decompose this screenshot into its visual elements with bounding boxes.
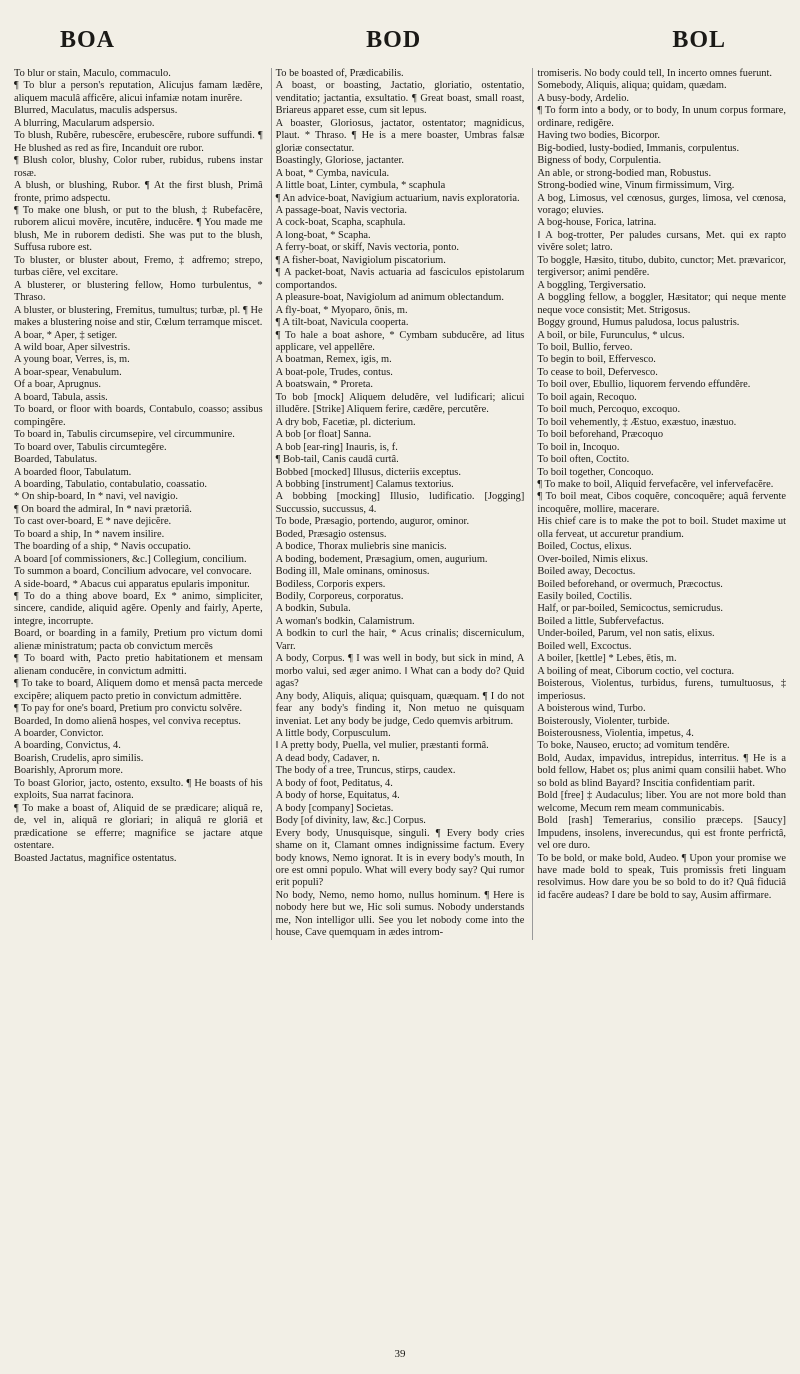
- dictionary-entry: A boiler, [kettle] * Lebes, ētis, m.: [537, 653, 677, 665]
- dictionary-entry: Boding ill, Male ominans, ominosus.: [275, 566, 430, 578]
- dictionary-entry: ¶ To board with, Pacto pretio habitationem et mensam alienam conducĕre, in convictum admitti.: [14, 653, 263, 677]
- dictionary-entry: A little body, Corpusculum.: [275, 728, 391, 740]
- dictionary-entry: A long-boat, * Scapha.: [275, 229, 371, 241]
- dictionary-entry: A bob [or float] Sanna.: [275, 429, 372, 441]
- dictionary-entry: ¶ To make one blush, or put to the blush, ‡ Rubefacĕre, ruborem alicui movĕre, incutĕre, inducĕre. ¶ You made me blush, Me in ruborem dedisti. She was put to the blush, Suffusa rubore est.: [14, 204, 263, 254]
- dictionary-entry: A boarding, Tabulatio, contabulatio, coassatio.: [14, 478, 207, 490]
- running-header: [14, 0, 786, 54]
- dictionary-entry: A woman's bodkin, Calamistrum.: [275, 615, 415, 627]
- dictionary-entry: Bodily, Corporeus, corporatus.: [275, 591, 404, 603]
- dictionary-entry: Boisterousness, Violentia, impetus, 4.: [537, 728, 694, 740]
- dictionary-entry: Body [of divinity, law, &c.] Corpus.: [275, 815, 426, 827]
- dictionary-entry: ¶ To blur a person's reputation, Alicujus famam lædĕre, aliquem maculâ afficĕre, alicui infamiæ notam inurĕre.: [14, 80, 263, 104]
- page-number: 39: [394, 1348, 406, 1360]
- dictionary-entry: Boded, Præsagio ostensus.: [275, 528, 387, 540]
- dictionary-entry: To boke, Nauseo, eructo; ad vomitum tendĕre.: [537, 740, 730, 752]
- dictionary-entry: To boast Glorior, jacto, ostento, exsulto. ¶ He boasts of his exploits, Sua narrat facinora.: [14, 777, 263, 802]
- dictionary-entry: Every body, Unusquisque, singuli. ¶ Every body cries shame on it, Clamant omnes indignissime factum. Every body knows, Nemo ignorat. It is in every body's mouth, In ore est omni populo. What will every body say? Qui rumor erit populi?: [275, 827, 525, 889]
- dictionary-entry: The boarding of a ship, * Navis occupatio.: [14, 541, 191, 553]
- dictionary-entry: To blush, Rubĕre, rubescĕre, erubescĕre, rubore suffundi. ¶ He blushed as red as fire, Incanduit ore rubor.: [14, 130, 263, 154]
- dictionary-entry: To cast over-board, E * nave dejicĕre.: [14, 516, 172, 528]
- dictionary-entry: Bigness of body, Corpulentia.: [537, 155, 662, 167]
- dictionary-entry: Boarded, In domo alienâ hospes, vel conviva receptus.: [14, 715, 241, 727]
- dictionary-entry: To bluster, or bluster about, Fremo, ‡ adfremo; strepo, turbas ciĕre, vel excitare.: [14, 254, 263, 279]
- dictionary-entry: ‖ A pretty body, Puella, vel mulier, præstanti formâ.: [275, 740, 489, 752]
- dictionary-entry: A body [company] Societas.: [275, 802, 394, 814]
- dictionary-entry: To be boasted of, Prædicabilis.: [275, 68, 404, 79]
- dictionary-entry: A boggling fellow, a boggler, Hæsitator; qui neque mente neque voce consistit; Met. Strigosus.: [537, 292, 787, 316]
- header-left-guide-word: BOA: [60, 27, 116, 53]
- dictionary-entry: Boarish, Crudelis, apro similis.: [14, 752, 144, 764]
- dictionary-entry: Boiled away, Decoctus.: [537, 566, 636, 578]
- dictionary-entry: A dead body, Cadaver, n.: [275, 752, 380, 764]
- column-right: [532, 68, 786, 940]
- dictionary-entry: Boisterous, Violentus, turbidus, furens, tumultuosus, ‡ imperiosus.: [537, 678, 787, 702]
- dictionary-entry: A boarded floor, Tabulatum.: [14, 466, 132, 478]
- dictionary-entry: Boasted Jactatus, magnifice ostentatus.: [14, 852, 177, 864]
- dictionary-entry: ¶ To boil meat, Cibos coquĕre, concoquĕre; aquâ fervente incoquĕre, mollire, macerare.: [537, 491, 787, 515]
- dictionary-entry: A bog-house, Forica, latrina.: [537, 217, 657, 229]
- dictionary-entry: Over-boiled, Nimis elixus.: [537, 553, 648, 565]
- dictionary-entry: A boil, or bile, Furunculus, * ulcus.: [537, 329, 685, 341]
- dictionary-entry: Boiled beforehand, or overmuch, Præcoctus.: [537, 578, 723, 590]
- dictionary-entry: ¶ To hale a boat ashore, * Cymbam subducĕre, ad litus applicare, vel appellĕre.: [275, 329, 525, 353]
- dictionary-entry: To boil again, Recoquo.: [537, 391, 637, 403]
- dictionary-entry: To cease to boil, Defervesco.: [537, 366, 658, 378]
- dictionary-entry: Bold, Audax, impavidus, intrepidus, interritus. ¶ He is a bold fellow, Habet os; plus animi quam consilii habet. Who so bold as blind Bayard? Inscitia confidentiam parit.: [537, 752, 787, 789]
- dictionary-entry: To boil beforehand, Præcoquo: [537, 429, 664, 441]
- dictionary-entry: A boar-spear, Venabulum.: [14, 366, 122, 378]
- dictionary-entry: ¶ A fisher-boat, Navigiolum piscatorium.: [275, 254, 446, 266]
- dictionary-entry: Under-boiled, Parum, vel non satis, elixus.: [537, 628, 715, 640]
- dictionary-entry: ¶ A tilt-boat, Navicula cooperta.: [275, 317, 409, 329]
- dictionary-entry: Boiled a little, Subfervefactus.: [537, 615, 665, 627]
- dictionary-entry: To bode, Præsagio, portendo, auguror, ominor.: [275, 516, 470, 528]
- dictionary-entry: An able, or strong-bodied man, Robustus.: [537, 167, 712, 179]
- dictionary-entry: * On ship-board, In * navi, vel navigio.: [14, 491, 178, 503]
- dictionary-entry: A pleasure-boat, Navigiolum ad animum oblectandum.: [275, 292, 504, 304]
- dictionary-entry: Blurred, Maculatus, maculis adspersus.: [14, 105, 178, 117]
- dictionary-entry: To board a ship, In * navem insilire.: [14, 528, 165, 540]
- dictionary-entry: ‖ A bog-trotter, Per paludes cursans, Met. qui ex rapto vivĕre solet; latro.: [537, 229, 787, 254]
- dictionary-entry: A board, Tabula, assis.: [14, 391, 108, 403]
- dictionary-entry: A blurring, Macularum adspersio.: [14, 117, 155, 129]
- dictionary-entry: A boast, or boasting, Jactatio, gloriatio, ostentatio, venditatio; jactantia, exsultatio. ¶ Great boast, small roast, Briareus apparet esse, cum sit lepus.: [275, 80, 525, 117]
- dictionary-entry: Bold [free] ‡ Audaculus; liber. You are not more bold than welcome, Mecum rem meam communicabis.: [537, 790, 787, 814]
- dictionary-entry: A cock-boat, Scapha, scaphula.: [275, 217, 406, 229]
- dictionary-entry: ¶ To make to boil, Aliquid fervefacĕre, vel infervefacĕre.: [537, 478, 774, 490]
- dictionary-entry: To be bold, or make bold, Audeo. ¶ Upon your promise we have made bold to speak, Tuis promissis freti linguam resolvimus. How dare you be so bold to do it? Quâ fiduciâ id facĕre audeas? I dare be bold to say, Ausim affirmare.: [537, 852, 787, 901]
- dictionary-entry: A little boat, Linter, cymbula, * scaphula: [275, 180, 446, 192]
- dictionary-entry: A bodkin, Subula.: [275, 603, 351, 615]
- dictionary-entry: A board [of commissioners, &c.] Collegium, concilium.: [14, 553, 247, 565]
- dictionary-entry: A bob [ear-ring] Inauris, is, f.: [275, 441, 398, 453]
- dictionary-entry: Any body, Aliquis, aliqua; quisquam, quæquam. ¶ I do not fear any body's finding it, Non metuo ne quisquam inveniat. Let any body be judge, Cedo quemvis arbitrum.: [275, 690, 525, 727]
- dictionary-entry: To board, or floor with boards, Contabulo, coasso; assibus compingĕre.: [14, 404, 263, 428]
- dictionary-entry: To boil together, Concoquo.: [537, 466, 654, 478]
- dictionary-entry: Big-bodied, lusty-bodied, Immanis, corpulentus.: [537, 142, 740, 154]
- dictionary-entry: A boisterous wind, Turbo.: [537, 703, 646, 715]
- dictionary-entry: ¶ Blush color, blushy, Color ruber, rubidus, rubens instar rosæ.: [14, 155, 263, 179]
- dictionary-entry: Boisterously, Violenter, turbide.: [537, 715, 670, 727]
- dictionary-entry: To boil often, Coctito.: [537, 454, 630, 466]
- dictionary-entry: Bobbed [mocked] Illusus, dicteriis exceptus.: [275, 466, 461, 478]
- dictionary-entry: A side-board, * Abacus cui apparatus epularis imponitur.: [14, 578, 250, 590]
- dictionary-entry: tromiseris. No body could tell, In incerto omnes fuerunt.: [537, 68, 772, 79]
- dictionary-entry: A bluster, or blustering, Fremitus, tumultus; turbæ, pl. ¶ He makes a blustering noise and stir, Cœlum terramque miscet.: [14, 304, 263, 329]
- dictionary-entry: Boggy ground, Humus paludosa, locus palustris.: [537, 317, 740, 329]
- dictionary-entry: Boiled well, Excoctus.: [537, 640, 632, 652]
- dictionary-entry: Having two bodies, Bicorpor.: [537, 130, 660, 142]
- dictionary-entry: Boiled, Coctus, elixus.: [537, 541, 632, 553]
- dictionary-entry: Strong-bodied wine, Vinum firmissimum, Virg.: [537, 180, 735, 192]
- dictionary-entry: A boatman, Remex, igis, m.: [275, 354, 392, 366]
- dictionary-entry: No body, Nemo, nemo homo, nullus hominum. ¶ Here is nobody here but we, Hic soli sumus. Nobody understands me, Non intelligor ulli. See you let nobody come into the house, Cave quemquam in ædes introm-: [275, 889, 525, 939]
- dictionary-entry: To board over, Tabulis circumtegĕre.: [14, 441, 167, 453]
- dictionary-entry: Boarded, Tabulatus.: [14, 454, 98, 466]
- dictionary-entry: ¶ To do a thing above board, Ex * animo, simpliciter, sincere, candide, aliquid agĕre. Openly and fairly, Aperte, integre, incorrupte.: [14, 591, 263, 627]
- dictionary-entry: Somebody, Aliquis, aliqua; quidam, quædam.: [537, 80, 727, 92]
- dictionary-entry: ¶ To make a boast of, Aliquid de se prædicare; aliquâ re, de, vel in, aliquâ re gloriari; in aliquâ re gloriâ et prædicatione se efferre; magnifice se jactare atque ostentare.: [14, 802, 263, 852]
- dictionary-entry: ¶ To form into a body, or to body, In unum corpus formare, ordinare, redigĕre.: [537, 105, 787, 129]
- dictionary-entry: A boar, * Aper, ‡ setiger.: [14, 329, 118, 341]
- dictionary-entry: A boggling, Tergiversatio.: [537, 279, 646, 291]
- dictionary-entry: To summon a board, Concilium advocare, vel convocare.: [14, 566, 252, 578]
- dictionary-entry: A body of foot, Peditatus, 4.: [275, 777, 393, 789]
- dictionary-entry: Board, or boarding in a family, Pretium pro victum domi alienæ ministratum; pacta ob convictum mercēs: [14, 628, 263, 652]
- dictionary-entry: A bobbing [mocking] Illusio, ludificatio. [Jogging] Succussio, succussus, 4.: [275, 491, 525, 515]
- dictionary-entry: ¶ To pay for one's board, Pretium pro convictu solvĕre.: [14, 703, 243, 715]
- dictionary-entry: A fly-boat, * Myoparo, ōnis, m.: [275, 304, 408, 316]
- dictionary-entry: To board in, Tabulis circumsepire, vel circummunire.: [14, 429, 235, 441]
- dictionary-entry: Bodiless, Corporis expers.: [275, 578, 386, 590]
- dictionary-entry: A bodice, Thorax muliebris sine manicis.: [275, 541, 447, 553]
- dictionary-entry: A busy-body, Ardelio.: [537, 92, 630, 104]
- dictionary-entry: A blush, or blushing, Rubor. ¶ At the first blush, Primâ fronte, primo adspectu.: [14, 180, 263, 204]
- column-middle: [271, 68, 525, 940]
- dictionary-entry: A bodkin to curl the hair, * Acus crinalis; discerniculum, Varr.: [275, 628, 525, 652]
- dictionary-entry: The body of a tree, Truncus, stirps, caudex.: [275, 765, 456, 777]
- dictionary-entry: Of a boar, Aprugnus.: [14, 379, 102, 391]
- dictionary-entry: Boastingly, Gloriose, jactanter.: [275, 155, 404, 167]
- dictionary-entry: To boil over, Ebullio, liquorem fervendo effundĕre.: [537, 379, 751, 391]
- dictionary-entry: To boil in, Incoquo.: [537, 441, 620, 453]
- dictionary-entry: Half, or par-boiled, Semicoctus, semicrudus.: [537, 603, 723, 615]
- dictionary-entry: A bog, Limosus, vel cœnosus, gurges, limosa, vel cœnosa, vorago; eluvies.: [537, 192, 787, 216]
- dictionary-entry: A ferry-boat, or skiff, Navis vectoria, ponto.: [275, 242, 459, 254]
- dictionary-entry: Bold [rash] Temerarius, consilio præceps. [Saucy] Impudens, insolens, inverecundus, qui est fronte perfrictâ, vel ore duro.: [537, 815, 787, 852]
- dictionary-entry: Easily boiled, Coctilis.: [537, 591, 633, 603]
- dictionary-entry: A body, Corpus. ¶ I was well in body, but sick in mind, A morbo valui, sed æger animo. ‖ What can a body do? Quid agas?: [275, 653, 525, 690]
- dictionary-entry: A bobbing [instrument] Calamus textorius.: [275, 478, 454, 490]
- header-center-guide-word: BOD: [366, 27, 422, 53]
- dictionary-entry: A wild boar, Aper silvestris.: [14, 341, 131, 353]
- dictionary-entry: ¶ A packet-boat, Navis actuaria ad fasciculos epistolarum comportandos.: [275, 267, 525, 291]
- dictionary-entry: ¶ An advice-boat, Navigium actuarium, navis exploratoria.: [275, 192, 520, 204]
- dictionary-entry: A young boar, Verres, is, m.: [14, 354, 130, 366]
- dictionary-entry: To blur or stain, Maculo, commaculo.: [14, 68, 171, 79]
- dictionary-columns: [14, 68, 786, 940]
- dictionary-entry: To bob [mock] Aliquem deludĕre, vel ludificari; alicui illudĕre. [Strike] Aliquem ferire, cædĕre, percutĕre.: [275, 391, 525, 416]
- dictionary-entry: ¶ Bob-tail, Canis caudâ curtâ.: [275, 454, 399, 466]
- dictionary-entry: A boatswain, * Proreta.: [275, 379, 373, 391]
- dictionary-entry: A passage-boat, Navis vectoria.: [275, 204, 407, 216]
- header-right-guide-word: BOL: [672, 27, 726, 53]
- column-left: [14, 68, 263, 940]
- dictionary-entry: His chief care is to make the pot to boil. Studet maxime ut olla ferveat, ut accuretur prandium.: [537, 516, 787, 540]
- dictionary-entry: ¶ On board the admiral, In * navi prætoriâ.: [14, 503, 192, 515]
- dictionary-entry: A boiling of meat, Ciborum coctio, vel coctura.: [537, 665, 735, 677]
- dictionary-entry: A boding, bodement, Præsagium, omen, augurium.: [275, 553, 488, 565]
- dictionary-entry: To boggle, Hæsito, titubo, dubito, cunctor; Met. prævaricor, tergiversor; animi pendĕre.: [537, 254, 787, 279]
- dictionary-entry: ¶ To take to board, Aliquem domo et mensâ pacta mercede excipĕre; aliquem pacto pretio in convictum admittĕre.: [14, 678, 263, 702]
- dictionary-entry: A boat, * Cymba, navicula.: [275, 167, 390, 179]
- dictionary-entry: To boil vehemently, ‡ Æstuo, exæstuo, inæstuo.: [537, 416, 737, 428]
- dictionary-entry: A boarding, Convictus, 4.: [14, 740, 121, 752]
- dictionary-entry: A boat-pole, Trudes, contus.: [275, 366, 393, 378]
- dictionary-entry: A body of horse, Equitatus, 4.: [275, 790, 400, 802]
- dictionary-entry: To boil much, Percoquo, excoquo.: [537, 404, 681, 416]
- dictionary-entry: To begin to boil, Effervesco.: [537, 354, 656, 366]
- dictionary-entry: A boarder, Convictor.: [14, 728, 104, 740]
- dictionary-entry: A boaster, Gloriosus, jactator, ostentator; magnidicus, Plaut. * Thraso. ¶ He is a mere boaster, Umbras falsæ gloriæ consectatur.: [275, 117, 525, 154]
- dictionary-entry: To boil, Bullio, ferveo.: [537, 341, 633, 353]
- dictionary-entry: A blusterer, or blustering fellow, Homo turbulentus, * Thraso.: [14, 279, 263, 304]
- dictionary-entry: A dry bob, Facetiæ, pl. dicterium.: [275, 416, 416, 428]
- dictionary-entry: Boarishly, Aprorum more.: [14, 765, 123, 777]
